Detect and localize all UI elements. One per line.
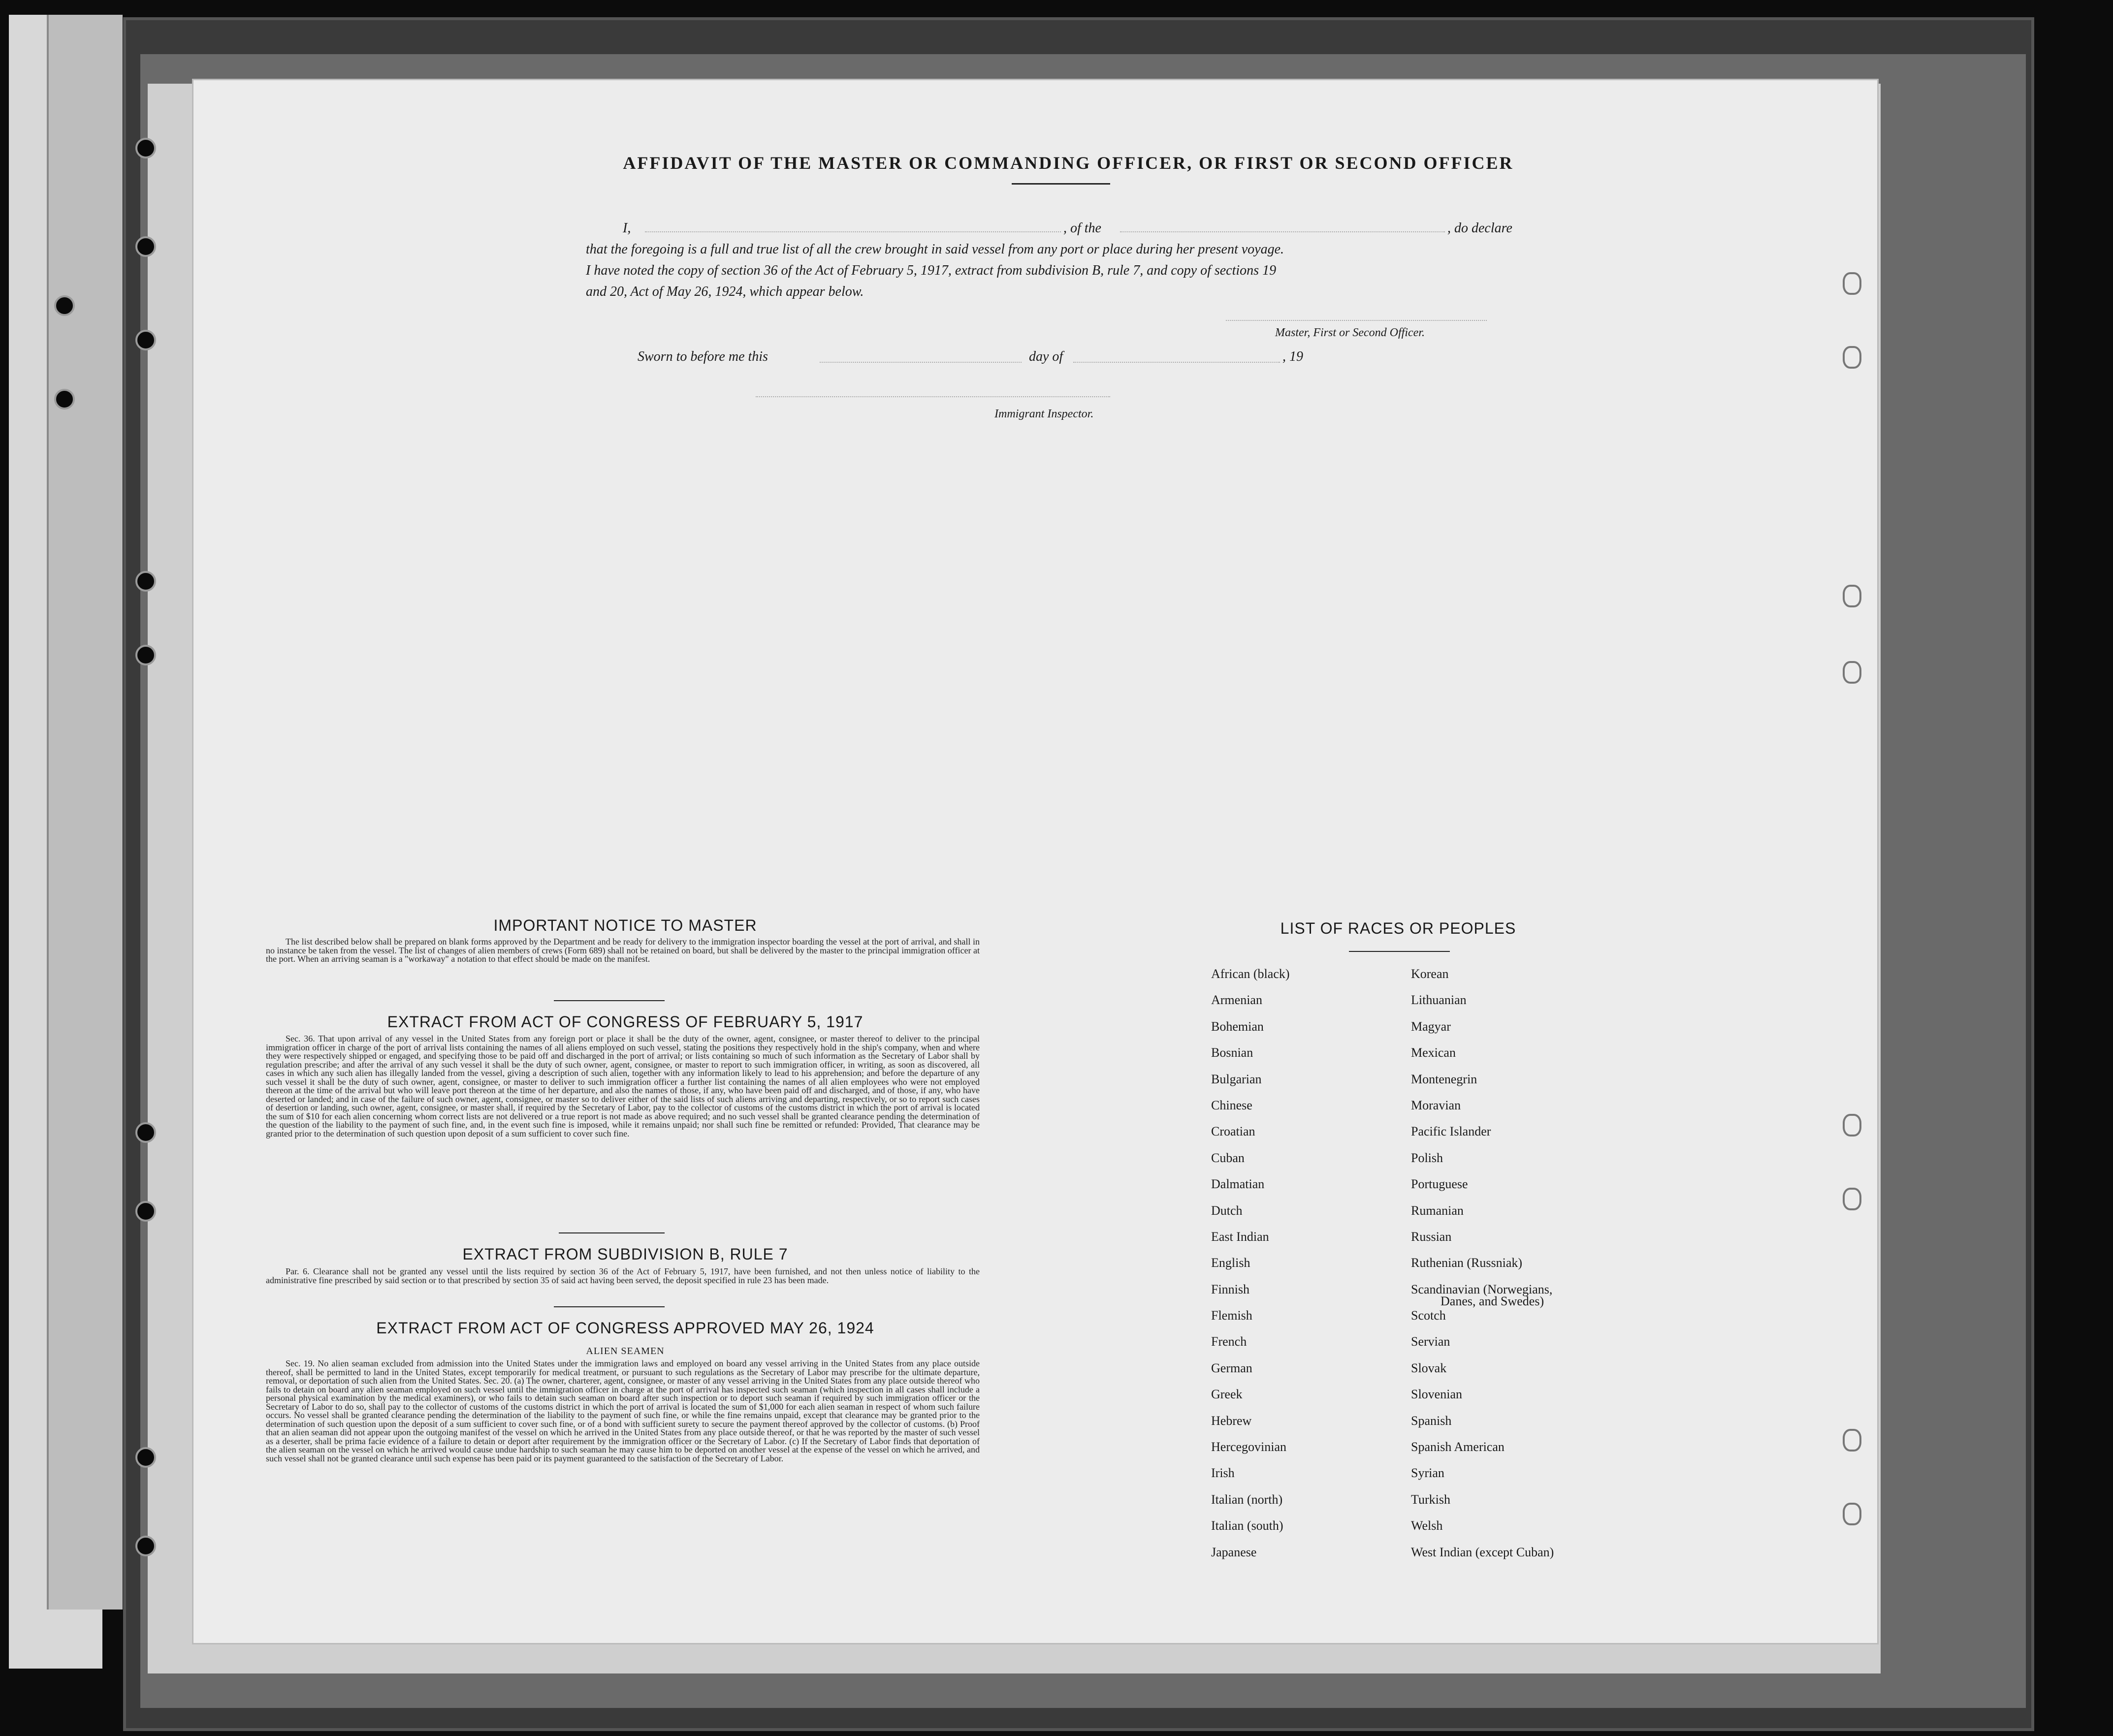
sworn-month-blank[interactable] — [1073, 362, 1280, 363]
extract-1924-subtitle: ALIEN SEAMEN — [586, 1346, 665, 1357]
section-rule — [559, 1232, 665, 1233]
binder-hole — [135, 236, 156, 257]
affidavit-declare-label: , do declare — [1447, 221, 1512, 236]
race-item: Lithuanian — [1411, 993, 1467, 1008]
binder-hole — [135, 1201, 156, 1222]
race-item: Bohemian — [1211, 1019, 1264, 1034]
inspector-signature-line[interactable] — [756, 396, 1110, 397]
race-item: Italian (north) — [1211, 1492, 1283, 1507]
race-item: Polish — [1411, 1150, 1443, 1165]
race-item: Welsh — [1411, 1518, 1443, 1533]
affidavit-line-4: and 20, Act of May 26, 1924, which appear below. — [586, 284, 864, 299]
affidavit-line-2: that the foregoing is a full and true list of all the crew brought in said vessel from any port or place during her present voyage. — [586, 242, 1284, 257]
race-item: German — [1211, 1360, 1252, 1375]
race-item: Irish — [1211, 1466, 1235, 1481]
race-item: Scotch — [1411, 1308, 1446, 1323]
subdivision-text: Par. 6. Clearance shall not be granted any vessel until the lists required by section 36 of the Act of February 5, 1917, have been furnished, and not then unless notice of liability to the administrative fine prescribed by said section or to that prescribed by section 35 of said act having been served, the deposit specified in rule 23 has been made. — [266, 1266, 980, 1285]
notice-text: The list described below shall be prepared on blank forms approved by the Department and be ready for delivery to the immigration inspector boarding the vessel at the port of arrival, and shall in no instance be taken from the vessel. The list of changes of alien members of crews (Form 689) shall not be retained on board, but shall be delivered by the master to the principal immigration officer at the port. When an arriving seaman is a "workaway" a notation to that effect should be made on the manifest. — [266, 937, 980, 964]
race-item: Dutch — [1211, 1203, 1243, 1218]
affidavit-title: AFFIDAVIT OF THE MASTER OR COMMANDING OFFICER, OR FIRST OR SECOND OFFICER — [623, 153, 1514, 173]
left-page-strip-inner — [47, 15, 123, 1610]
race-item: French — [1211, 1334, 1247, 1349]
race-item: Japanese — [1211, 1545, 1257, 1559]
section-rule — [554, 1000, 665, 1001]
punch-hole — [1843, 1188, 1861, 1210]
race-item-scandinavian-cont: Danes, and Swedes) — [1441, 1294, 1544, 1308]
race-item: Syrian — [1411, 1466, 1444, 1481]
race-item: Mexican — [1411, 1045, 1456, 1060]
binder-hole — [54, 389, 75, 410]
race-item: Moravian — [1411, 1098, 1461, 1112]
section-rule — [554, 1306, 665, 1307]
binder-hole — [135, 645, 156, 665]
binder-hole — [54, 295, 75, 316]
master-signature-label: Master, First or Second Officer. — [1275, 326, 1425, 339]
race-item-scandinavian: Scandinavian (Norwegians, — [1411, 1282, 1553, 1296]
punch-hole — [1843, 661, 1861, 684]
race-item: West Indian (except Cuban) — [1411, 1545, 1554, 1559]
inspector-signature-label: Immigrant Inspector. — [994, 408, 1094, 420]
race-item: Chinese — [1211, 1098, 1252, 1112]
race-item: Greek — [1211, 1387, 1243, 1402]
race-item: Servian — [1411, 1334, 1450, 1349]
race-item: Pacific Islander — [1411, 1124, 1491, 1139]
race-item: Dalmatian — [1211, 1177, 1265, 1192]
race-item: Hebrew — [1211, 1413, 1252, 1428]
race-item: Slovak — [1411, 1360, 1447, 1375]
year-label: , 19 — [1282, 349, 1303, 364]
binder-hole — [135, 138, 156, 158]
race-item: Armenian — [1211, 993, 1262, 1008]
day-of-label: day of — [1029, 349, 1063, 364]
punch-hole — [1843, 1429, 1861, 1452]
race-item: Croatian — [1211, 1124, 1255, 1139]
races-title: LIST OF RACES OR PEOPLES — [1280, 919, 1516, 937]
extract-1917-text: Sec. 36. That upon arrival of any vessel in the United States from any foreign port or place it shall be the duty of the owner, agent, consignee, or master thereof to deliver to the principal immigration officer in charge of the port of arrival lists containing the names of all aliens employed on such vessel, stating the positions they respectively hold in the ship's company, when and where they were respectively shipped or engaged, and specifying those to be paid off and discharged in the port of arrival; or lists containing so much of such information as the Secretary of Labor shall by regulation prescribe; and after the arrival of any such vessel it shall be the duty of such owner, agent, consignee, or master to report to such immigration officer, in writing, as soon as discovered, all cases in which any such alien has illegally landed from the vessel, giving a description of such alien, together with any information likely to lead to his apprehension; and before the departure of any such vessel it shall be the duty of such owner, agent, consignee, or master to deliver to such immigration officer a further list containing the names of all alien employees who were not employed thereon at the time of the arrival but who will leave port thereon at the time of her departure, and also the names of those, if any, who have been paid off and discharged, and of those, if any, who have deserted or landed; and in case of the failure of such owner, agent, consignee, or master so to deliver either of the said lists of such aliens arriving and departing, respectively, or so to report such cases of desertion or landing, such owner, agent, consignee, or master shall, if required by the Secretary of Labor, pay to the collector of customs of the customs district in which the port of arrival is located the sum of $10 for each alien concerning whom correct lists are not delivered or a true report is not made as above required; and no such vessel shall be granted clearance pending the determination of the question of the liability to the payment of such fine, and, in the event such fine is imposed, while it remains unpaid; nor shall such fine be remitted or refunded: Provided, That clearance may be granted prior to the determination of such question upon deposit of a sum sufficient to cover such fine. — [266, 1034, 980, 1138]
extract-1917-title: EXTRACT FROM ACT OF CONGRESS OF FEBRUARY 5, 1917 — [387, 1013, 864, 1031]
name-blank[interactable] — [645, 231, 1061, 232]
race-item: Korean — [1411, 967, 1449, 981]
subdivision-title: EXTRACT FROM SUBDIVISION B, RULE 7 — [462, 1245, 788, 1263]
punch-hole — [1843, 272, 1861, 295]
race-item: Hercegovinian — [1211, 1440, 1287, 1454]
affidavit-line-3: I have noted the copy of section 36 of the Act of February 5, 1917, extract from subdivision B, rule 7, and copy of sections 19 — [586, 263, 1277, 278]
race-item: Magyar — [1411, 1019, 1451, 1034]
notice-title: IMPORTANT NOTICE TO MASTER — [493, 916, 757, 934]
binder-hole — [135, 571, 156, 592]
punch-hole — [1843, 585, 1861, 607]
master-signature-line[interactable] — [1226, 320, 1487, 321]
races-left-column — [1211, 967, 1290, 1571]
race-item: Montenegrin — [1411, 1072, 1477, 1086]
race-item: English — [1211, 1256, 1250, 1270]
race-item: Ruthenian (Russniak) — [1411, 1256, 1523, 1270]
vessel-blank[interactable] — [1120, 231, 1445, 232]
races-title-rule — [1349, 951, 1450, 952]
binder-hole — [135, 1447, 156, 1468]
race-item: Cuban — [1211, 1150, 1245, 1165]
punch-hole — [1843, 1503, 1861, 1525]
extract-1924-title: EXTRACT FROM ACT OF CONGRESS APPROVED MAY 26, 1924 — [376, 1319, 874, 1337]
race-item: African (black) — [1211, 967, 1290, 981]
race-item: Bulgarian — [1211, 1072, 1262, 1086]
race-item: Spanish American — [1411, 1440, 1505, 1454]
race-item: Rumanian — [1411, 1203, 1464, 1218]
sworn-day-blank[interactable] — [820, 362, 1022, 363]
races-right-column — [1411, 967, 1554, 1571]
race-item — [1411, 1282, 1554, 1308]
race-item: Finnish — [1211, 1282, 1250, 1296]
punch-hole — [1843, 346, 1861, 369]
punch-hole — [1843, 1114, 1861, 1136]
race-item: Portuguese — [1411, 1177, 1468, 1192]
binder-hole — [135, 330, 156, 350]
race-item: East Indian — [1211, 1229, 1269, 1244]
sworn-label: Sworn to before me this — [638, 349, 768, 364]
race-item: Spanish — [1411, 1413, 1452, 1428]
race-item: Italian (south) — [1211, 1518, 1283, 1533]
race-item: Flemish — [1211, 1308, 1252, 1323]
race-item: Turkish — [1411, 1492, 1450, 1507]
binder-hole — [135, 1536, 156, 1556]
race-item: Bosnian — [1211, 1045, 1253, 1060]
binder-hole — [135, 1122, 156, 1143]
race-item: Slovenian — [1411, 1387, 1462, 1402]
affidavit-i-label: I, — [623, 221, 631, 236]
extract-1924-text: Sec. 19. No alien seaman excluded from admission into the United States under the immigration laws and employed on board any vessel arriving in the United States from any place outside thereof, shall be permitted to land in the United States, except temporarily for medical treatment, or pursuant to such regulations as the Secretary of Labor may prescribe for the ultimate departure, removal, or deportation of such alien from the United States. Sec. 20. (a) The owner, charterer, agent, consignee, or master of any vessel arriving in the United States from any place outside thereof who fails to detain on board any alien seaman employed on such vessel until the immigration officer in charge at the port of arrival has inspected such seaman (which inspection in all cases shall include a personal physical examination by the medical examiners), or who fails to detain such seaman on board after such inspection or to deport such seaman if required by such immigration officer or the Secretary of Labor to do so, shall pay to the collector of customs of the customs district in which the port of arrival is located the sum of $1,000 for each alien seaman in respect of whom such failure occurs. No vessel shall be granted clearance pending the determination of the liability to the payment of such fine, or while the fine remains unpaid, except that clearance may be granted prior to the determination of such question upon the deposit of a sum sufficient to cover such fine, or of a bond with sufficient surety to secure the payment thereof approved by the collector of customs. (b) Proof that an alien seaman did not appear upon the outgoing manifest of the vessel on which he arrived in the United States from any place outside thereof, or that he was reported by the master of such vessel as a deserter, shall be prima facie evidence of a failure to detain or deport after requirement by the immigration officer or the Secretary of Labor. (c) If the Secretary of Labor finds that deportation of the alien seaman on the vessel on which he arrived would cause undue hardship to such seaman he may cause him to be deported on another vessel at the expense of the vessel on which he arrived, and such vessel shall not be granted clearance until such expense has been paid or its payment guaranteed to the satisfaction of the Secretary of Labor. — [266, 1358, 980, 1463]
race-item: Russian — [1411, 1229, 1452, 1244]
title-rule — [1012, 183, 1110, 185]
affidavit-of-the-label: , of the — [1063, 221, 1101, 236]
